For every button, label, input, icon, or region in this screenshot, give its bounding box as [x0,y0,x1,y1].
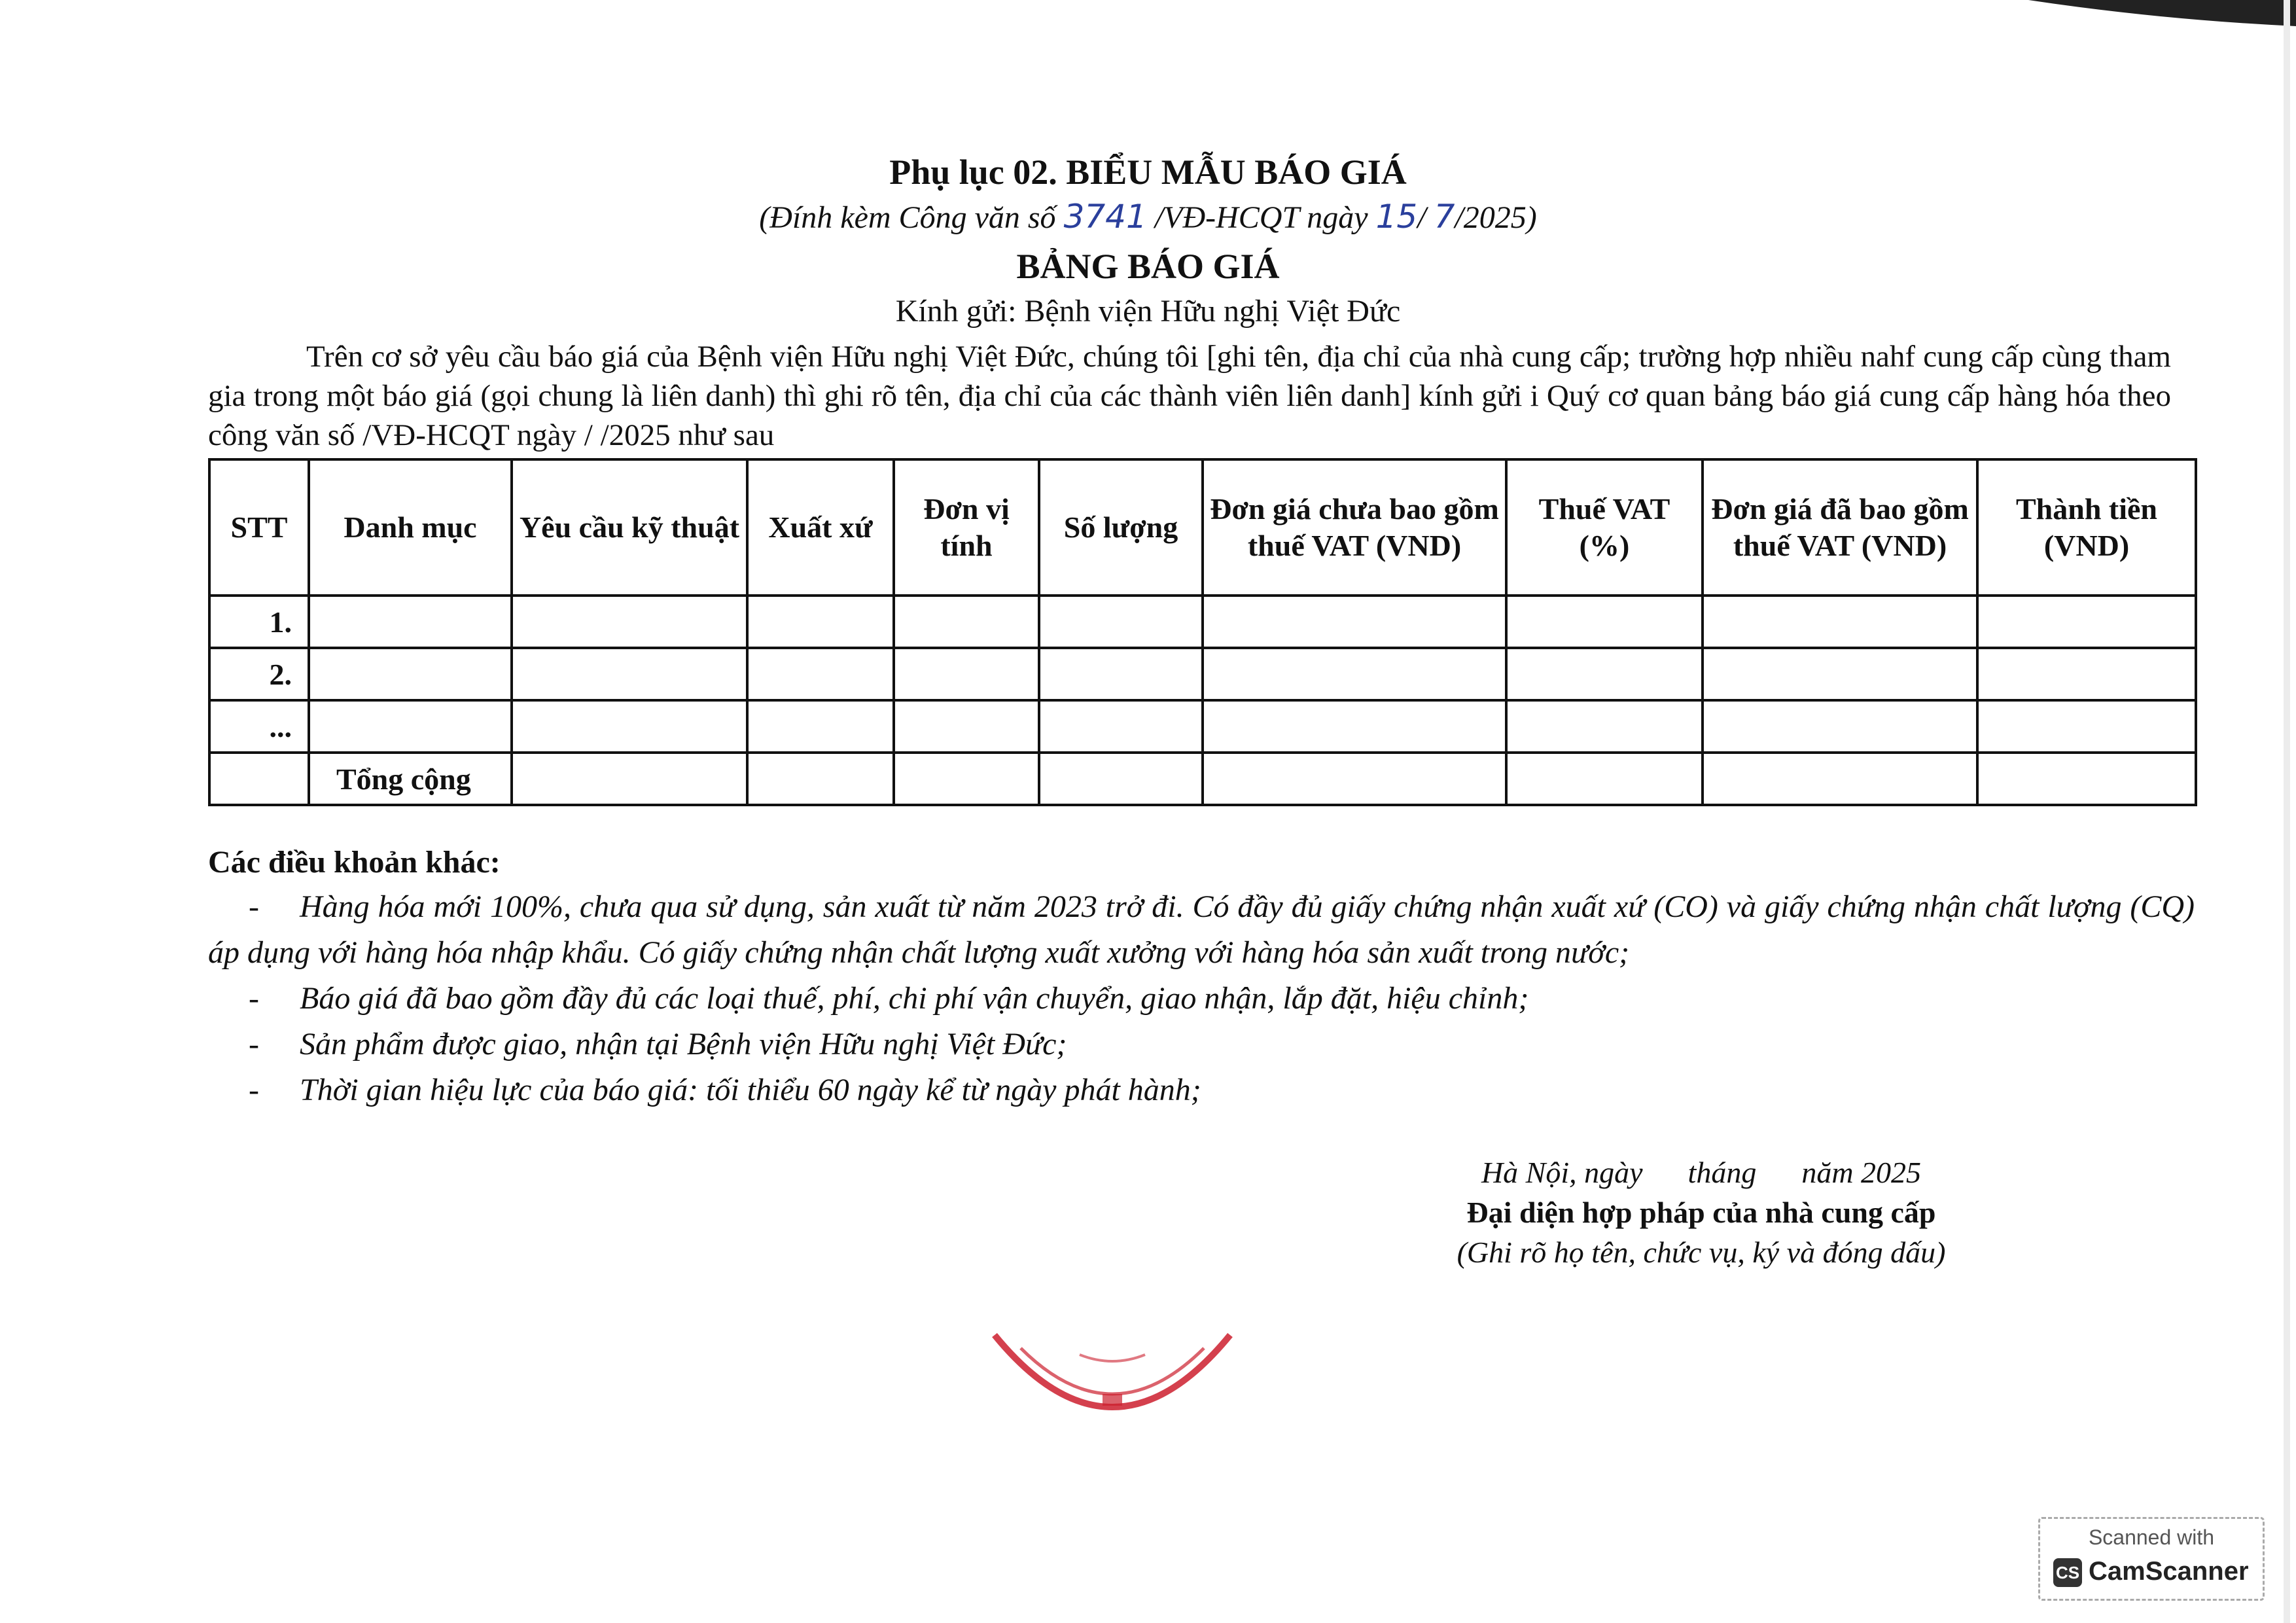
scanned-with-label: Scanned with [2088,1525,2215,1549]
table-cell [1977,648,2196,700]
signature-block [1407,1155,1996,1270]
term-text: Báo giá đã bao gồm đầy đủ các loại thuế, phí, chi phí vận chuyển, giao nhận, lắp đặt, hiệu chỉnh; [300,981,1529,1016]
table-cell [512,700,747,753]
table-row [209,700,2196,753]
table-cell [309,596,512,648]
table-header-row [209,459,2196,596]
table-row [209,596,2196,648]
bullet-dash: - [249,1027,259,1061]
terms-list [208,884,2195,1113]
term-text: Hàng hóa mới 100%, chưa qua sử dụng, sản xuất từ năm 2023 trở đi. Có đầy đủ giấy chứng nhận xuất xứ (CO) và giấy chứng nhận chất lượng (CQ) áp dụng với hàng hóa nhập khẩu. Có giấy chứng nhận chất lượng xuất xưởng với hàng hóa sản xuất trong nước; [208,889,2195,970]
table-cell [1506,753,1703,805]
table-cell [1039,648,1203,700]
table-cell [747,596,894,648]
table-cell [209,753,309,805]
table-cell [894,753,1039,805]
header-origin: Xuất xứ [747,459,894,596]
table-cell [1203,596,1506,648]
table-cell [894,648,1039,700]
handwritten-dispatch-number: 3741 [1063,198,1147,236]
table-cell [1506,648,1703,700]
other-terms [208,844,2195,1113]
table-cell [747,700,894,753]
table-row [209,648,2196,700]
total-label: Tổng cộng [309,753,512,805]
quote-table [208,458,2197,806]
table-cell [1203,648,1506,700]
handwritten-month: 7 [1434,198,1455,236]
table-cell [1703,596,1977,648]
header-unit-price-incl-vat: Đơn giá đã bao gồm thuế VAT (VND) [1703,459,1977,596]
header-technical-requirements: Yêu cầu kỹ thuật [512,459,747,596]
signature-note: (Ghi rõ họ tên, chức vụ, ký và đóng dấu) [1457,1236,1946,1269]
row-number: 1. [209,596,309,648]
header-unit-price-excl-vat: Đơn giá chưa bao gồm thuế VAT (VND) [1203,459,1506,596]
table-cell [1977,700,2196,753]
camscanner-badge [2038,1517,2265,1601]
row-number: ... [209,700,309,753]
table-cell [512,753,747,805]
table-cell [1506,700,1703,753]
table-cell [1039,596,1203,648]
header-stt: STT [209,459,309,596]
quote-heading: BẢNG BÁO GIÁ [1016,247,1280,286]
table-cell [1203,700,1506,753]
table-cell [1506,596,1703,648]
subtitle-prefix: (Đính kèm Công văn số [759,200,1064,235]
header-vat-rate: Thuế VAT (%) [1506,459,1703,596]
table-cell [747,648,894,700]
table-cell [1977,596,2196,648]
intro-paragraph [208,337,2171,455]
table-cell [1203,753,1506,805]
table-cell [894,596,1039,648]
bullet-dash: - [249,1073,259,1107]
table-cell [1039,753,1203,805]
term-text: Sản phẩm được giao, nhận tại Bệnh viện Hữu nghị Việt Đức; [300,1027,1067,1061]
row-number: 2. [209,648,309,700]
table-cell [309,700,512,753]
subtitle-suffix: /2025) [1455,200,1537,235]
table-cell [894,700,1039,753]
table-total-row [209,753,2196,805]
table-cell [309,648,512,700]
list-item [208,1022,2195,1067]
list-item [208,976,2195,1022]
table-cell [1703,753,1977,805]
subtitle-middle: /VĐ-HCQT ngày [1146,200,1376,235]
header-unit: Đơn vị tính [894,459,1039,596]
bullet-dash: - [249,889,259,924]
header-quantity: Số lượng [1039,459,1203,596]
terms-title: Các điều khoản khác: [208,845,501,880]
recipient-line: Kính gửi: Bệnh viện Hữu nghị Việt Đức [895,294,1401,329]
camscanner-brand: CamScanner [2089,1557,2249,1586]
list-item [208,1067,2195,1113]
camscanner-logo-icon: CS [2053,1558,2082,1587]
table-cell [1703,700,1977,753]
intro-text: Trên cơ sở yêu cầu báo giá của Bệnh viện Hữu nghị Việt Đức, chúng tôi [ghi tên, địa chỉ của nhà cung cấp; trường hợp nhiều nahf cung cấp cùng tham gia trong một báo giá (gọi chung là liên danh) thì ghi rõ tên, địa chỉ của các thành viên liên danh] kính gửi i Quý cơ quan bảng báo giá cung cấp hàng hóa theo công văn số /VĐ-HCQT ngày / /2025 như sau [208,340,2171,452]
attachment-subtitle [0,198,2296,236]
bullet-dash: - [249,981,259,1016]
subtitle-separator: / [1417,200,1434,235]
table-cell [512,648,747,700]
header-category: Danh mục [309,459,512,596]
table-cell [1703,648,1977,700]
appendix-title: Phụ lục 02. BIỂU MẪU BÁO GIÁ [889,152,1407,192]
term-text: Thời gian hiệu lực của báo giá: tối thiểu 60 ngày kể từ ngày phát hành; [300,1073,1201,1107]
table-cell [1039,700,1203,753]
header-amount: Thành tiền (VND) [1977,459,2196,596]
place-date: Hà Nội, ngày tháng năm 2025 [1481,1156,1922,1189]
handwritten-day: 15 [1375,198,1418,236]
table-cell [747,753,894,805]
table-cell [1977,753,2196,805]
legal-representative: Đại diện hợp pháp của nhà cung cấp [1466,1196,1936,1229]
list-item [208,884,2195,976]
red-stamp-partial [981,1329,1243,1440]
table-cell [512,596,747,648]
